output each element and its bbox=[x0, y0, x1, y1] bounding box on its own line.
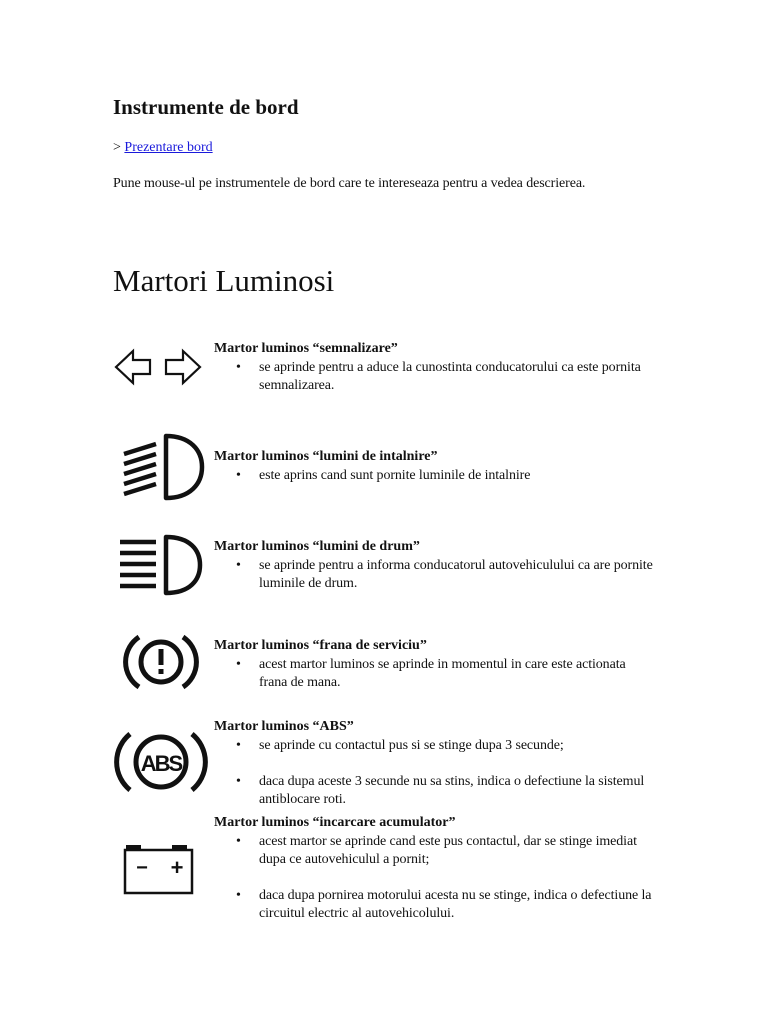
bullet-list bbox=[214, 737, 654, 809]
entry-title: Martor luminos “lumini de intalnire” bbox=[214, 449, 438, 464]
bullet-list bbox=[214, 467, 654, 485]
bullet-dot: • bbox=[236, 558, 241, 573]
list-item bbox=[214, 557, 654, 593]
bullet-dot: • bbox=[236, 360, 241, 375]
list-item bbox=[214, 833, 654, 869]
entry-abs bbox=[214, 718, 654, 809]
page-title: Instrumente de bord bbox=[113, 95, 299, 119]
entry-title: Martor luminos “incarcare acumulator” bbox=[214, 815, 456, 830]
prezentare-bord-link[interactable]: Prezentare bord bbox=[124, 140, 213, 155]
brake-warning-icon[interactable] bbox=[112, 630, 208, 694]
bullet-text: acest martor luminos se aprinde in momentul in care este actionata frana de mana. bbox=[259, 657, 626, 690]
bullet-text: se aprinde pentru a aduce la cunostinta conducatorului ca este pornita semnalizarea. bbox=[259, 360, 641, 393]
entry-title: Martor luminos “lumini de drum” bbox=[214, 539, 420, 554]
bullet-list bbox=[214, 557, 654, 593]
entry-semnalizare bbox=[214, 340, 654, 395]
section-title: Martori Luminosi bbox=[113, 263, 335, 298]
battery-icon[interactable] bbox=[112, 842, 208, 898]
list-item bbox=[214, 467, 654, 485]
entry-frana-serviciu bbox=[214, 637, 654, 692]
high-beam-icon[interactable] bbox=[112, 534, 208, 596]
bullet-dot: • bbox=[236, 468, 241, 483]
list-item bbox=[214, 737, 654, 755]
entry-title: Martor luminos “semnalizare” bbox=[214, 341, 398, 356]
entry-lumini-intalnire bbox=[214, 448, 654, 485]
turn-signal-arrows-icon[interactable] bbox=[112, 346, 204, 390]
battery-plus-label: + bbox=[170, 855, 184, 880]
entry-title: Martor luminos “ABS” bbox=[214, 719, 354, 734]
bullet-list bbox=[214, 359, 654, 395]
breadcrumb-prefix: > bbox=[113, 140, 121, 155]
battery-minus-label: − bbox=[136, 857, 148, 879]
bullet-text: acest martor se aprinde cand este pus contactul, dar se stinge imediat dupa ce autovehiculul a pornit; bbox=[259, 834, 637, 867]
bullet-dot: • bbox=[236, 738, 241, 753]
list-item bbox=[214, 656, 654, 692]
bullet-text: daca dupa pornirea motorului acesta nu se stinge, indica o defectiune la circuitul electric al autovehicolului. bbox=[259, 888, 652, 921]
intro-text: Pune mouse-ul pe instrumentele de bord care te intereseaza pentru a vedea descrierea. bbox=[113, 176, 586, 191]
bullet-text: se aprinde pentru a informa conducatorul autovehiculului ca are pornite luminile de drum. bbox=[259, 558, 653, 591]
abs-icon-label: ABS bbox=[140, 751, 182, 776]
bullet-list bbox=[214, 833, 654, 923]
bullet-dot: • bbox=[236, 657, 241, 672]
entry-lumini-drum bbox=[214, 538, 654, 593]
list-item bbox=[214, 773, 654, 809]
bullet-dot: • bbox=[236, 774, 241, 789]
bullet-dot: • bbox=[236, 888, 241, 903]
bullet-dot: • bbox=[236, 834, 241, 849]
entry-incarcare-acumulator bbox=[214, 814, 654, 923]
bullet-text: daca dupa aceste 3 secunde nu sa stins, indica o defectiune la sistemul antiblocare roti. bbox=[259, 774, 645, 807]
bullet-text: se aprinde cu contactul pus si se stinge dupa 3 secunde; bbox=[259, 738, 564, 753]
entry-title: Martor luminos “frana de serviciu” bbox=[214, 638, 427, 653]
list-item bbox=[214, 887, 654, 923]
breadcrumb bbox=[113, 139, 213, 156]
abs-warning-icon[interactable] bbox=[112, 726, 208, 798]
bullet-list bbox=[214, 656, 654, 692]
bullet-text: este aprins cand sunt pornite luminile de intalnire bbox=[259, 468, 531, 483]
low-beam-icon[interactable] bbox=[112, 432, 208, 502]
list-item bbox=[214, 359, 654, 395]
